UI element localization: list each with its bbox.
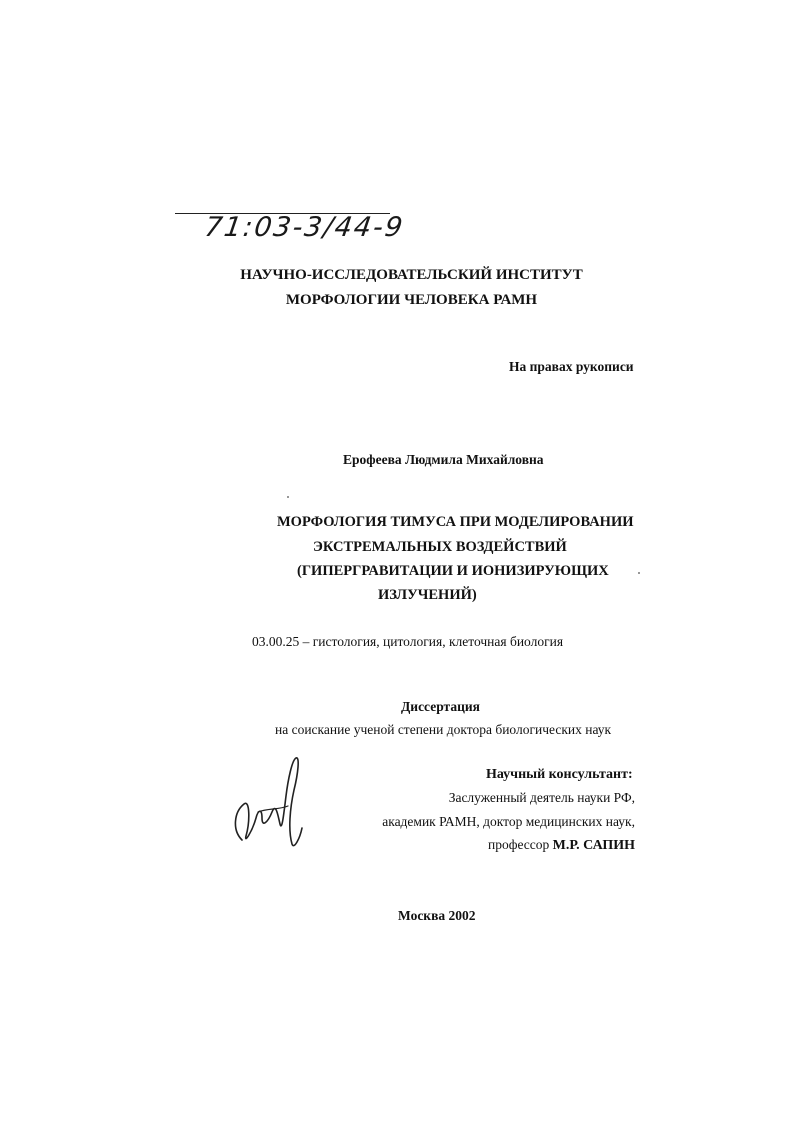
rights-note: На правах рукописи [509,359,634,374]
consultant-label: Научный консультант: [486,767,633,782]
consultant-line-3 [488,837,635,854]
consultant-line-2: академик РАМН, доктор медицинских наук, [382,814,635,829]
consultant-title: профессор [487,837,550,852]
scan-speck [287,496,289,498]
author-name: Ерофеева Людмила Михайловна [343,452,544,467]
dissertation-label: Диссертация [401,699,480,714]
institution-line-1: НАУЧНО-ИССЛЕДОВАТЕЛЬСКИЙ ИНСТИТУТ [240,267,583,283]
dissertation-subtitle: на соискание ученой степени доктора биологических наук [275,722,612,737]
handwritten-signature [228,752,308,852]
title-line-4: ИЗЛУЧЕНИЙ) [378,587,477,603]
call-number: 71:03-3/44-9 [202,212,407,243]
consultant-line-1: Заслуженный деятель науки РФ, [448,790,635,805]
title-line-1: МОРФОЛОГИЯ ТИМУСА ПРИ МОДЕЛИРОВАНИИ [277,514,634,530]
title-line-3: (ГИПЕРГРАВИТАЦИИ И ИОНИЗИРУЮЩИХ [297,563,609,579]
institution-line-2: МОРФОЛОГИИ ЧЕЛОВЕКА РАМН [285,292,538,308]
consultant-name: М.Р. САПИН [552,838,635,853]
title-line-2: ЭКСТРЕМАЛЬНЫХ ВОЗДЕЙСТВИЙ [313,539,567,555]
specialty-code: 03.00.25 – гистология, цитология, клеточная биология [252,634,564,649]
scan-speck [638,572,640,574]
place-and-year: Москва 2002 [398,908,476,923]
